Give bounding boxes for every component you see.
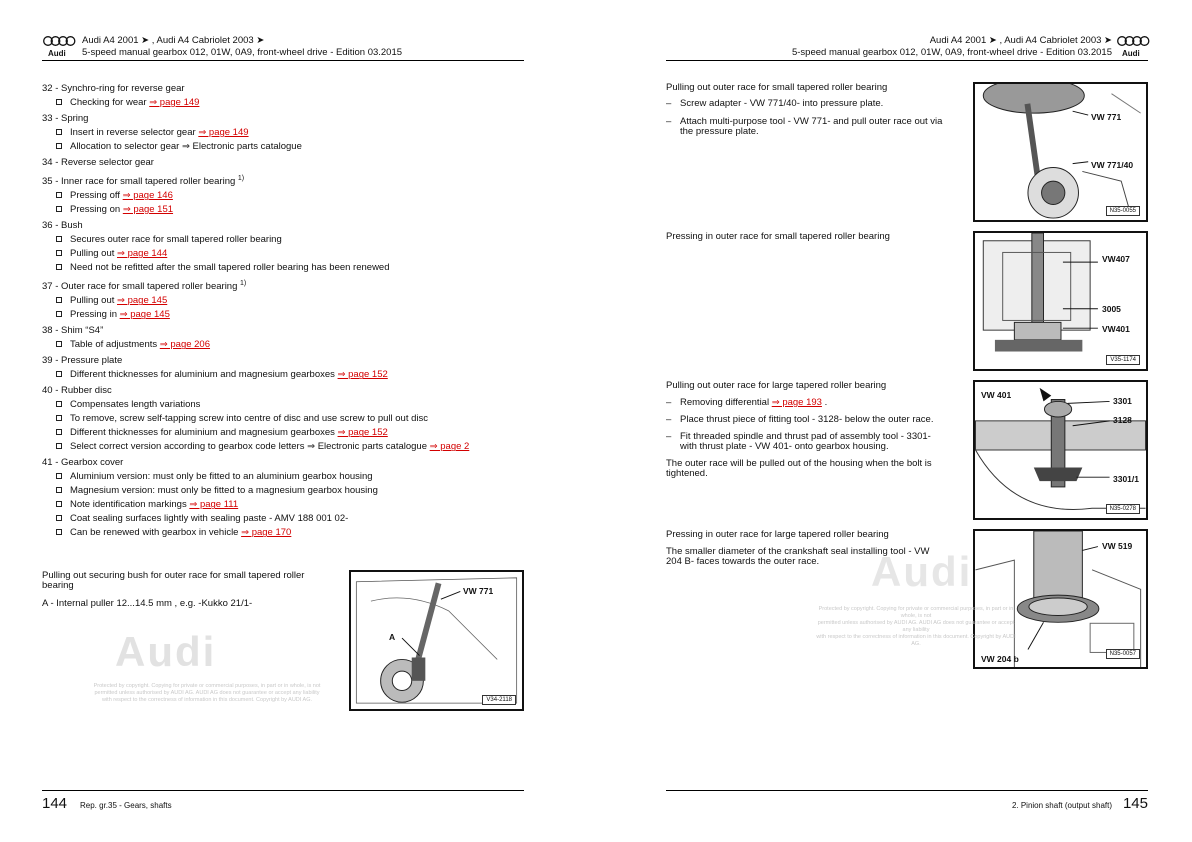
- sub-item-text: Pressing in: [70, 309, 120, 321]
- page-link[interactable]: ⇒ page 144: [117, 248, 168, 260]
- page-link[interactable]: ⇒ page 111: [189, 499, 239, 511]
- page-link[interactable]: ⇒ page 152: [337, 369, 388, 381]
- sub-item-text: Compensates length variations: [70, 399, 201, 411]
- page-number: 144: [42, 795, 68, 812]
- watermark-copyright: Protected by copyright. Copying for private or commercial purposes, in part or in whole, is not permitted unless authorised by AUDI AG. AUDI AG does not guarantee or accept any liability with respect to the correctness of information in this document. Copyright by AUDI AG.: [816, 606, 1016, 647]
- figure-code: N35-0057: [1106, 649, 1140, 659]
- note-text: 204 B- faces towards the outer race.: [666, 556, 820, 567]
- instruction-step: – Removing differential ⇒ page 193 .: [666, 397, 828, 408]
- sub-item: [42, 294, 522, 308]
- sub-item-text: Secures outer race for small tapered roller bearing: [70, 234, 282, 246]
- page-link[interactable]: ⇒ page 151: [122, 204, 174, 216]
- sub-item-text: Pulling out: [70, 295, 118, 307]
- note-text: The smaller diameter of the crankshaft seal installing tool - VW: [666, 546, 930, 557]
- section-heading: Pulling out outer race for large tapered roller bearing: [666, 380, 887, 391]
- page-link[interactable]: ⇒ page 2: [429, 441, 470, 453]
- sub-item: [42, 412, 522, 426]
- sub-item: [42, 338, 522, 352]
- footer-chapter: 2. Pinion shaft (output shaft): [1011, 801, 1112, 810]
- list-item: [42, 219, 522, 275]
- figure-outer-race-small-press: [973, 231, 1148, 371]
- section-heading: Pulling out securing bush for outer race for small tapered roller: [42, 570, 305, 581]
- sub-item: [42, 398, 522, 412]
- list-item: [42, 456, 522, 540]
- checkbox-bullet-icon: [56, 297, 62, 303]
- section-heading: Pulling out outer race for small tapered roller bearing: [666, 82, 888, 93]
- figure-code: V35-1174: [1106, 355, 1140, 365]
- page-link[interactable]: ⇒ page 170: [241, 527, 292, 539]
- sub-item-text: Need not be refitted after the small tapered roller bearing has been renewed: [70, 262, 390, 274]
- figure-drawing: [351, 572, 522, 709]
- list-item: [42, 324, 522, 352]
- header-subtitle: 5-speed manual gearbox 012, 01W, 0A9, front-wheel drive - Edition 03.2015: [791, 47, 1112, 58]
- instruction-step-cont: the pressure plate.: [680, 126, 759, 137]
- audi-logo-word: Audi: [48, 49, 66, 58]
- checkbox-bullet-icon: [56, 99, 62, 105]
- checkbox-bullet-icon: [56, 473, 62, 479]
- figure-label: VW401: [1102, 324, 1130, 334]
- list-item-title: 32 - Synchro-ring for reverse gear: [42, 83, 185, 94]
- sub-item: [42, 440, 522, 454]
- figure-outer-race-large-press: [973, 529, 1148, 669]
- checkbox-bullet-icon: [56, 401, 62, 407]
- sub-item: [42, 96, 522, 110]
- sub-item: [42, 526, 522, 540]
- sub-item-text: Pressing on: [70, 204, 123, 216]
- sub-item-text: Insert in reverse selector gear: [70, 127, 199, 138]
- footnote-marker: 1): [237, 175, 245, 182]
- audi-logo-word: Audi: [1122, 49, 1140, 58]
- instruction-step: – Place thrust piece of fitting tool - 3128- below the outer race.: [666, 414, 934, 425]
- page-link[interactable]: ⇒ page 206: [159, 339, 211, 351]
- list-item: [42, 354, 522, 382]
- header-rule: [42, 60, 524, 61]
- watermark-word: Audi: [115, 628, 217, 675]
- figure-outer-race-large-pull: [973, 380, 1148, 520]
- sub-item: [42, 140, 522, 154]
- watermark-word: Audi: [871, 548, 973, 595]
- figure-code: V34-2118: [482, 695, 516, 705]
- page-link[interactable]: ⇒ page 145: [117, 295, 168, 307]
- checkbox-bullet-icon: [56, 501, 62, 507]
- figure-label: VW 771/40: [1091, 160, 1134, 170]
- header-rule: [666, 60, 1148, 61]
- figure-label: VW407: [1102, 254, 1130, 264]
- page-link[interactable]: ⇒ page 149: [198, 127, 249, 138]
- list-item-title: 40 - Rubber disc: [42, 385, 112, 397]
- page-link[interactable]: ⇒ page 193: [771, 397, 822, 408]
- header-model-line: Audi A4 2001 ➤ , Audi A4 Cabriolet 2003 ➤: [82, 35, 265, 46]
- watermark-copyright: Protected by copyright. Copying for private or commercial purposes, in part or in whole, is not permitted unless authorised by AUDI AG. AUDI AG does not guarantee or accept any liability with respect to the correctness of information in this document. Copyright by AUDI AG.: [93, 683, 321, 703]
- figure-outer-race-small-pull: [973, 82, 1148, 222]
- sub-item-text: Checking for wear: [70, 97, 150, 108]
- figure-label: VW 771: [1091, 112, 1122, 122]
- section-heading-cont: bearing: [42, 580, 74, 591]
- page-link[interactable]: ⇒ page 149: [149, 97, 200, 108]
- list-item-title: 39 - Pressure plate: [42, 355, 123, 367]
- figure-label: 3128: [1113, 415, 1132, 425]
- sub-item-text: Table of adjustments: [70, 339, 160, 351]
- sub-item: [42, 261, 522, 275]
- sub-item-text: Different thicknesses for aluminium and magnesium gearboxes: [70, 427, 338, 439]
- checkbox-bullet-icon: [56, 415, 62, 421]
- section-heading: Pressing in outer race for small tapered roller bearing: [666, 231, 890, 242]
- checkbox-bullet-icon: [56, 192, 62, 198]
- sub-item: [42, 470, 522, 484]
- sub-item-text: Select correct version according to gearbox code letters ⇒ Electronic parts catalogue: [70, 441, 430, 453]
- section-heading: Pressing in outer race for large tapered roller bearing: [666, 529, 889, 540]
- tool-description: A - Internal puller 12...14.5 mm , e.g. -Kukko 21/1-: [42, 598, 253, 609]
- header-model-line: Audi A4 2001 ➤ , Audi A4 Cabriolet 2003 ➤: [929, 35, 1112, 46]
- note-text: The outer race will be pulled out of the housing when the bolt is: [666, 458, 932, 469]
- instruction-step: – Attach multi-purpose tool - VW 771- and pull outer race out via: [666, 116, 943, 127]
- sub-item-text: Pressing off: [70, 190, 123, 202]
- right-page: [596, 0, 1192, 842]
- checkbox-bullet-icon: [56, 341, 62, 347]
- sub-item-text: Magnesium version: must only be fitted to a magnesium gearbox housing: [70, 485, 378, 497]
- list-item: [42, 156, 522, 170]
- checkbox-bullet-icon: [56, 529, 62, 535]
- list-item: [42, 277, 522, 322]
- footer-rule: [666, 790, 1148, 791]
- sub-item-text: To remove, screw self-tapping screw into centre of disc and use screw to pull out disc: [70, 413, 428, 425]
- page-link[interactable]: ⇒ page 146: [122, 190, 173, 202]
- instruction-step-cont: with thrust plate - VW 401- onto gearbox housing.: [680, 441, 889, 452]
- list-item: [42, 82, 522, 110]
- sub-item: [42, 233, 522, 247]
- checkbox-bullet-icon: [56, 443, 62, 449]
- sub-item: [42, 498, 522, 512]
- checkbox-bullet-icon: [56, 236, 62, 242]
- list-item-title: 41 - Gearbox cover: [42, 457, 124, 469]
- list-item: [42, 384, 522, 454]
- checkbox-bullet-icon: [56, 311, 62, 317]
- sub-item: [42, 308, 522, 322]
- sub-item: [42, 247, 522, 261]
- checkbox-bullet-icon: [56, 371, 62, 377]
- sub-item: [42, 126, 522, 140]
- checkbox-bullet-icon: [56, 487, 62, 493]
- list-item-title: 38 - Shim “S4”: [42, 325, 104, 337]
- footer-rule: [42, 790, 524, 791]
- figure-bush-puller: [349, 570, 524, 711]
- sub-item-text: Different thicknesses for aluminium and magnesium gearboxes: [70, 369, 338, 381]
- figure-label: A: [389, 632, 396, 642]
- page-link[interactable]: ⇒ page 152: [337, 427, 388, 439]
- sub-item-text: Note identification markings: [70, 499, 190, 511]
- note-text: tightened.: [666, 468, 708, 479]
- sub-item-text: Can be renewed with gearbox in vehicle: [70, 527, 242, 539]
- instruction-step: – Fit threaded spindle and thrust pad of assembly tool - 3301-: [666, 431, 931, 442]
- checkbox-bullet-icon: [56, 429, 62, 435]
- sub-item-text: Pulling out: [70, 248, 118, 260]
- figure-label: VW 401: [981, 390, 1012, 400]
- checkbox-bullet-icon: [56, 143, 62, 149]
- sub-item-text: Aluminium version: must only be fitted to an aluminium gearbox housing: [70, 471, 373, 483]
- page-number: 145: [1122, 795, 1148, 812]
- component-list: [42, 82, 522, 542]
- checkbox-bullet-icon: [56, 515, 62, 521]
- footnote-marker: 1): [240, 280, 247, 288]
- list-item-title: 35 - Inner race for small tapered roller bearing $^{1)}$: [42, 175, 245, 188]
- checkbox-bullet-icon: [56, 206, 62, 212]
- figure-code: N35-0055: [1106, 206, 1140, 216]
- header-subtitle: 5-speed manual gearbox 012, 01W, 0A9, front-wheel drive - Edition 03.2015: [82, 47, 403, 58]
- figure-drawing: [975, 84, 1146, 220]
- sub-item: [42, 189, 522, 203]
- list-item-title: 36 - Bush: [42, 220, 83, 232]
- sub-item: [42, 368, 522, 382]
- sub-item: [42, 512, 522, 526]
- figure-label: 3005: [1102, 304, 1121, 314]
- checkbox-bullet-icon: [56, 264, 62, 270]
- list-item: [42, 112, 522, 154]
- checkbox-bullet-icon: [56, 129, 62, 135]
- sub-item: [42, 426, 522, 440]
- figure-label: 3301: [1113, 396, 1132, 406]
- list-item-title: 34 - Reverse selector gear: [42, 157, 154, 168]
- list-item-title: 33 - Spring: [42, 113, 89, 124]
- list-item-title: 37 - Outer race for small tapered roller bearing $^{1)}$: [42, 280, 247, 293]
- figure-code: N35-0278: [1106, 504, 1140, 514]
- figure-label: VW 204 b: [981, 654, 1019, 664]
- sub-item: [42, 484, 522, 498]
- figure-label: VW 519: [1102, 541, 1133, 551]
- footer-chapter: Rep. gr.35 - Gears, shafts: [80, 801, 172, 810]
- page-link[interactable]: ⇒ page 145: [119, 309, 170, 321]
- checkbox-bullet-icon: [56, 250, 62, 256]
- sub-item-text: Coat sealing surfaces lightly with sealing paste - AMV 188 001 02-: [70, 513, 349, 525]
- audi-logo: [42, 34, 76, 56]
- sub-item-text: Allocation to selector gear ⇒ Electronic parts catalogue: [70, 141, 302, 152]
- sub-item: [42, 203, 522, 217]
- instruction-step: – Screw adapter - VW 771/40- into pressure plate.: [666, 98, 884, 109]
- figure-label: 3301/1: [1113, 474, 1139, 484]
- figure-label: VW 771: [463, 586, 494, 596]
- audi-logo: [1116, 34, 1150, 56]
- list-item: [42, 172, 522, 217]
